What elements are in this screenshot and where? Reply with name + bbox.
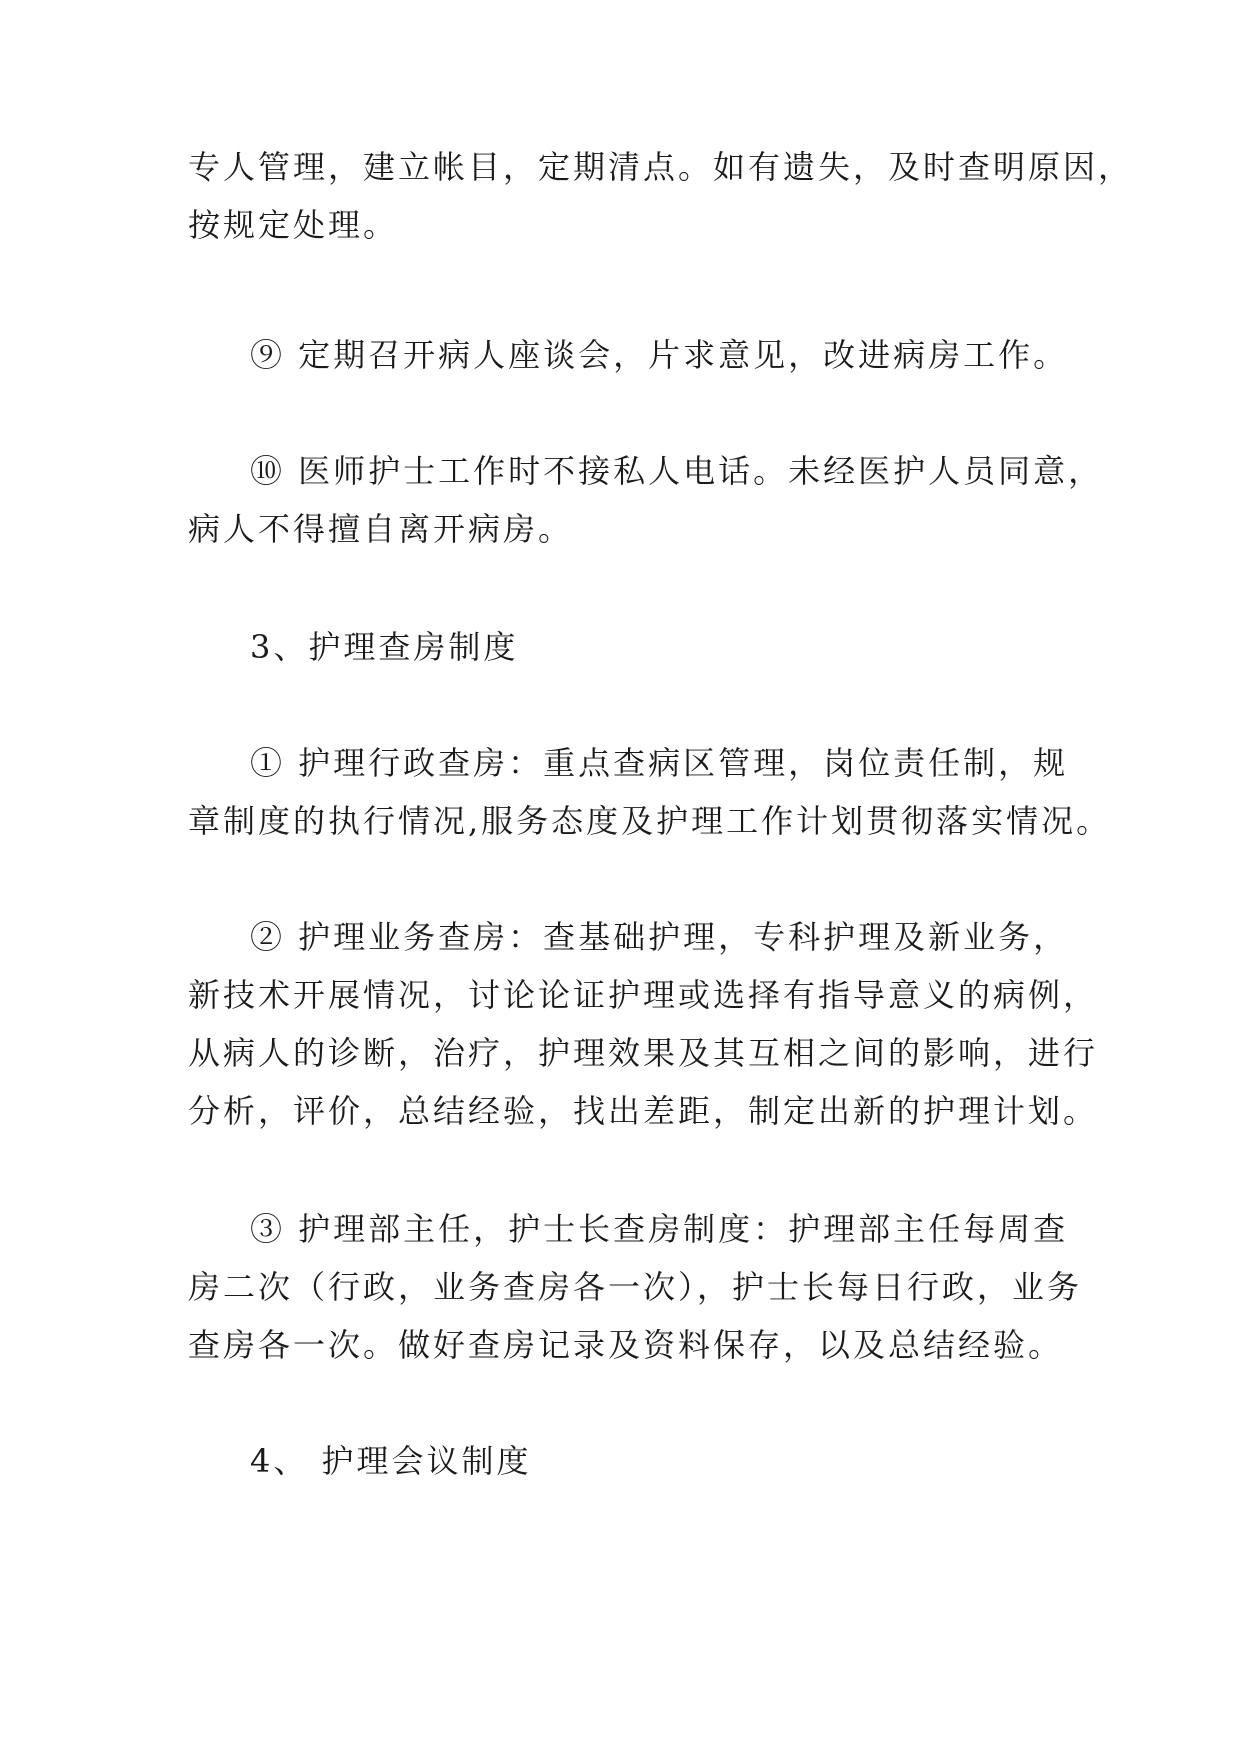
text-line: 按规定处理。 bbox=[188, 206, 399, 244]
text-line: 新技术开展情况，讨论论证护理或选择有指导意义的病例， bbox=[188, 976, 1099, 1014]
text-line: 查房各一次。做好查房记录及资料保存，以及总结经验。 bbox=[188, 1326, 1064, 1364]
section-heading-4 bbox=[188, 1432, 1068, 1490]
text-line: 从病人的诊断，治疗，护理效果及其互相之间的影响，进行 bbox=[188, 1034, 1099, 1072]
paragraph-continuation bbox=[188, 138, 1134, 254]
paragraph-item-10 bbox=[188, 442, 1104, 558]
paragraph-item-2 bbox=[188, 908, 1099, 1140]
paragraph-item-9 bbox=[188, 326, 1068, 384]
text-line: 病人不得擅自离开病房。 bbox=[188, 510, 574, 548]
text-line: 分析，评价，总结经验，找出差距，制定出新的护理计划。 bbox=[188, 1092, 1099, 1130]
text-line: ⑨ 定期召开病人座谈会，片求意见，改进病房工作。 bbox=[250, 336, 1069, 374]
text-line: 专人管理，建立帐目，定期清点。如有遗失，及时查明原因， bbox=[188, 148, 1134, 186]
text-line: 房二次（行政，业务查房各一次），护士长每日行政，业务 bbox=[188, 1268, 1083, 1306]
heading-line: 4、 护理会议制度 bbox=[250, 1442, 532, 1480]
text-line: ⑩ 医师护士工作时不接私人电话。未经医护人员同意， bbox=[250, 452, 1104, 490]
paragraph-item-3 bbox=[188, 1200, 1083, 1374]
text-line: ① 护理行政查房：重点查病区管理，岗位责任制，规 bbox=[250, 744, 1069, 782]
paragraph-item-1 bbox=[188, 734, 1112, 850]
section-heading-3 bbox=[188, 618, 1068, 676]
text-line: ③ 护理部主任，护士长查房制度：护理部主任每周查 bbox=[250, 1210, 1069, 1248]
text-line: 章制度的执行情况,服务态度及护理工作计划贯彻落实情况。 bbox=[188, 802, 1112, 840]
text-line: ② 护理业务查房：查基础护理，专科护理及新业务， bbox=[250, 918, 1069, 956]
heading-line: 3、护理查房制度 bbox=[250, 628, 519, 666]
